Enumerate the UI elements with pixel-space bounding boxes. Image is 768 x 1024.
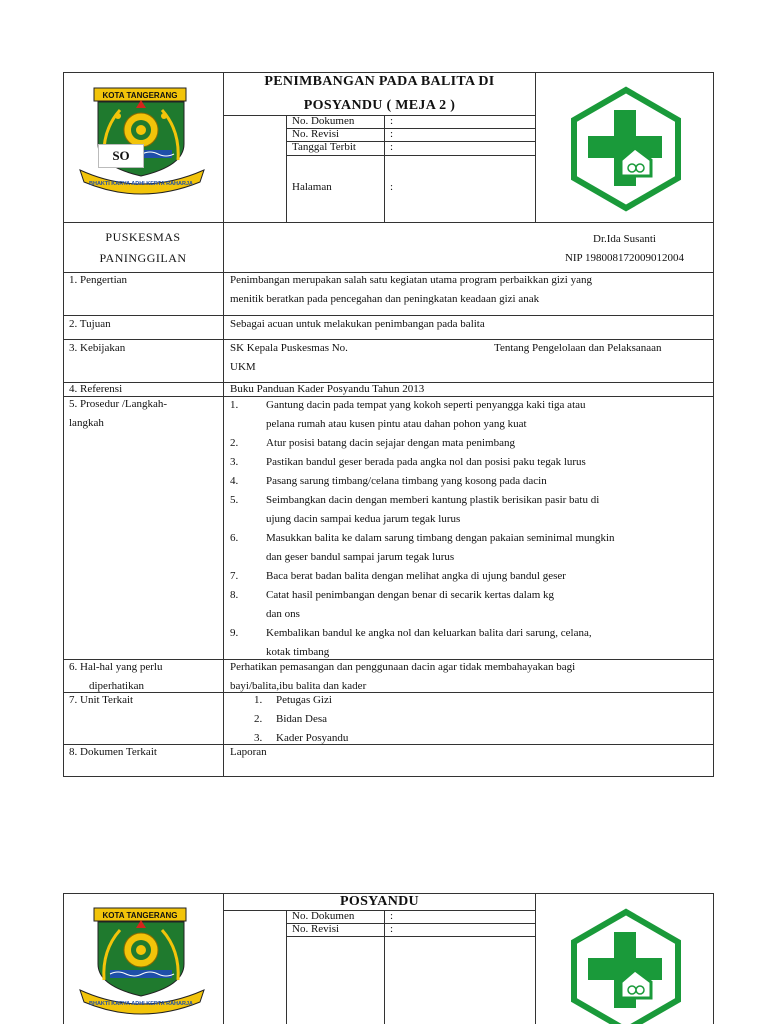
page2-meta-value-no-revisi: : (390, 923, 394, 935)
page2-meta-label-no-revisi: No. Revisi (292, 923, 340, 935)
page2-meta-value-no-dokumen: : (390, 910, 394, 922)
step-text: Gantung dacin pada tempat yang kokoh seperti penyangga kaki tiga atau (266, 399, 586, 411)
step-text: Atur posisi batang dacin sejajar dengan mata penimbang (266, 437, 515, 449)
unit-item: Kader Posyandu (276, 732, 349, 744)
unit-item: Petugas Gizi (276, 694, 332, 706)
tujuan-text: Sebagai acuan untuk melakukan penimbangan pada balita (230, 318, 485, 330)
city-label-text: KOTA TANGERANG (102, 911, 178, 920)
meta-label-halaman: Halaman (292, 181, 332, 193)
step-number: 9. (230, 627, 239, 639)
meta-value-no-revisi: : (390, 128, 394, 140)
step-text-cont: ujung dacin sampai kedua jarum tegak lurus (266, 513, 461, 525)
step-number: 2. (230, 437, 239, 449)
kebijakan-part2: Tentang Pengelolaan dan Pelaksanaan (494, 342, 662, 354)
page2-title: POSYANDU (340, 894, 419, 909)
meta-label-tanggal-terbit: Tanggal Terbit (292, 141, 356, 153)
org-name-line1: PUSKESMAS (105, 230, 181, 244)
step-text: Masukkan balita ke dalam sarung timbang dengan pakaian seminimal mungkin (266, 532, 615, 544)
kebijakan-part3: UKM (230, 361, 256, 373)
label-unit-terkait: 7. Unit Terkait (69, 694, 134, 706)
procedure-steps (230, 396, 708, 662)
step-number: 7. (230, 570, 239, 582)
procedure-step (230, 567, 708, 586)
step-text: Catat hasil penimbangan dengan benar di secarik kertas dalam kg (266, 589, 555, 601)
kebijakan-part1: SK Kepala Puskesmas No. (230, 342, 348, 354)
step-number: 4. (230, 475, 239, 487)
step-text-cont: dan geser bandul sampai jarum tegak lurus (266, 551, 455, 563)
step-text: Pastikan bandul geser berada pada angka nol dan posisi paku tegak lurus (266, 456, 586, 468)
meta-value-no-dokumen: : (390, 115, 394, 127)
step-text-cont: dan ons (266, 608, 300, 620)
city-emblem-icon (74, 86, 210, 198)
org-name-line2: PANINGGILAN (99, 251, 187, 265)
procedure-step (230, 529, 708, 567)
label-prosedur-line2: langkah (69, 417, 104, 429)
unit-item-number: 2. (254, 713, 263, 725)
unit-item-number: 3. (254, 732, 263, 744)
pengertian-line2: menitik beratkan pada pencegahan dan peningkatan keadaan gizi anak (230, 293, 540, 305)
label-prosedur-line1: 5. Prosedur /Langkah- (69, 398, 168, 410)
step-number: 1. (230, 399, 239, 411)
referensi-text: Buku Panduan Kader Posyandu Tahun 2013 (230, 383, 425, 395)
label-hal-hal-line1: 6. Hal-hal yang perlu (69, 661, 163, 673)
puskesmas-logo (563, 86, 689, 212)
pengertian-line1: Penimbangan merupakan salah satu kegiatan utama program perbaikkan gizi yang (230, 274, 592, 286)
step-text: Kembalikan bandul ke angka nol dan keluarkan balita dari sarung, celana, (266, 627, 592, 639)
procedure-step (230, 586, 708, 624)
hal-hal-line2: bayi/balita,ibu balita dan kader (230, 680, 367, 692)
signer-name: Dr.Ida Susanti (593, 233, 656, 245)
step-text: Seimbangkan dacin dengan memberi kantung plastik berisikan pasir batu di (266, 494, 600, 506)
meta-label-no-revisi: No. Revisi (292, 128, 340, 140)
unit-item: Bidan Desa (276, 713, 328, 725)
label-dokumen-terkait: 8. Dokumen Terkait (69, 746, 157, 758)
page2-meta-label-no-dokumen: No. Dokumen (292, 910, 355, 922)
procedure-step (230, 396, 708, 434)
page2-puskesmas-logo (563, 908, 689, 1024)
meta-value-tanggal-terbit: : (390, 141, 394, 153)
city-emblem-icon (74, 906, 210, 1018)
meta-label-no-dokumen: No. Dokumen (292, 115, 355, 127)
puskesmas-cross-icon (563, 908, 689, 1024)
meta-value-halaman: : (390, 181, 394, 193)
label-pengertian: 1. Pengertian (69, 274, 128, 286)
document-title-line2: POSYANDU ( MEJA 2 ) (303, 98, 456, 113)
procedure-step (230, 472, 708, 491)
step-text-cont: pelana rumah atau kusen pintu atau dahan pohon yang kuat (266, 418, 527, 430)
city-label-text: KOTA TANGERANG (102, 91, 178, 100)
motto-text: BHAKTI KARYA ADHI KERTA RAHARJA (89, 181, 193, 187)
step-text: Baca berat badan balita dengan melihat angka di ujung bandul geser (266, 570, 566, 582)
procedure-step (230, 491, 708, 529)
page2-kota-tangerang-logo (74, 906, 210, 1018)
label-kebijakan: 3. Kebijakan (69, 342, 126, 354)
step-number: 3. (230, 456, 239, 468)
step-number: 6. (230, 532, 239, 544)
hal-hal-line1: Perhatikan pemasangan dan penggunaan dacin agar tidak membahayakan bagi (230, 661, 576, 673)
label-referensi: 4. Referensi (69, 383, 123, 395)
signer-nip: NIP 198008172009012004 (564, 252, 685, 264)
procedure-step (230, 453, 708, 472)
step-text: Pasang sarung timbang/celana timbang yang kosong pada dacin (266, 475, 547, 487)
step-number: 8. (230, 589, 239, 601)
dokumen-terkait-text: Laporan (230, 746, 267, 758)
label-hal-hal-line2: diperhatikan (89, 680, 144, 692)
step-number: 5. (230, 494, 239, 506)
so-badge: SO (98, 144, 144, 168)
motto-text: BHAKTI KARYA ADHI KERTA RAHARJA (89, 1001, 193, 1007)
puskesmas-cross-icon (563, 86, 689, 212)
kota-tangerang-logo (74, 86, 210, 198)
unit-item-number: 1. (254, 694, 263, 706)
document-title-line1: PENIMBANGAN PADA BALITA DI (264, 74, 495, 89)
procedure-step (230, 624, 708, 662)
procedure-step (230, 434, 708, 453)
label-tujuan: 2. Tujuan (69, 318, 111, 330)
step-text-cont: kotak timbang (266, 646, 330, 658)
